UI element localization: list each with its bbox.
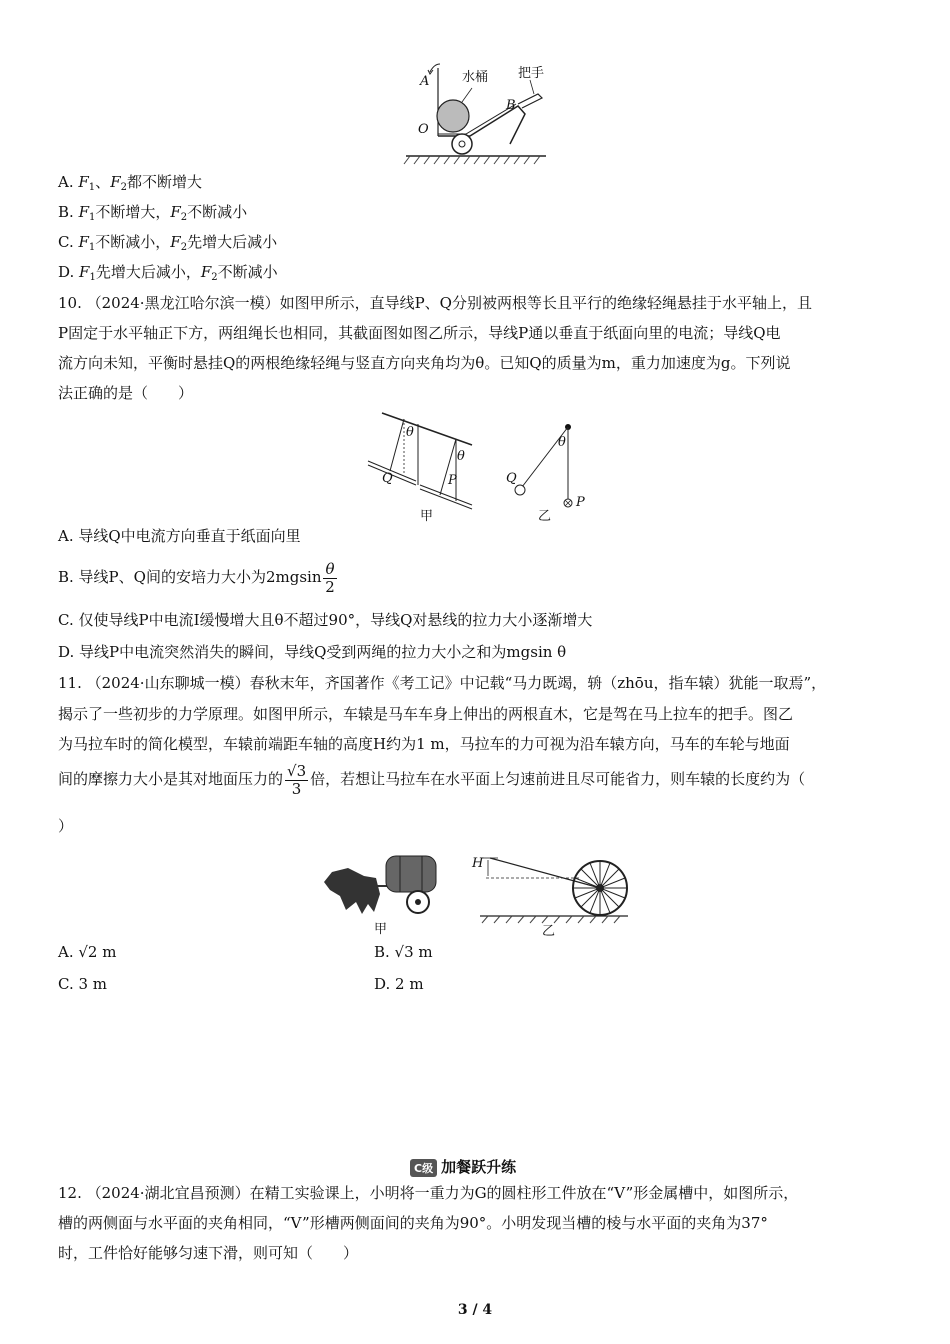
label-O: O xyxy=(418,122,429,137)
label-handle: 把手 xyxy=(518,66,545,81)
q10-label-yi: 乙 xyxy=(538,509,552,524)
q10-theta-1: θ xyxy=(406,425,414,440)
q10-theta-2: θ xyxy=(457,449,465,464)
q11-option-a[interactable]: A. √2 m xyxy=(58,943,117,961)
q11-label-yi: 乙 xyxy=(542,924,556,939)
section-title-text: 加餐跃升练 xyxy=(441,1158,517,1176)
section-badge: C级 xyxy=(410,1159,437,1177)
q11-option-c[interactable]: C. 3 m xyxy=(58,975,108,993)
q10-stem-line-4: 法正确的是（ ） xyxy=(58,384,194,402)
page-number: 3 / 4 xyxy=(457,1302,493,1318)
q10-theta-3: θ xyxy=(558,435,566,450)
q12-stem-line-2: 槽的两侧面与水平面的夹角相同，“V”形槽两侧面间的夹角为90°。小明发现当槽的棱与水平面的夹角为37° xyxy=(58,1214,768,1232)
q9-option-b[interactable]: B. $F_1$不断增大，$F_2$不断减小 xyxy=(58,203,248,223)
label-B: B xyxy=(506,98,516,113)
q11-stem-line-3: 为马拉车时的简化模型，车辕前端距车轴的高度H约为1 m，马拉车的力可视为沿车辕方向，马车的车轮与地面 xyxy=(58,735,790,753)
q9-option-c[interactable]: C. $F_1$不断减小，$F_2$先增大后减小 xyxy=(58,233,278,253)
q10-stem-line-1: 10. （2024·黑龙江哈尔滨一模）如图甲所示，直导线P、Q分别被两根等长且平行的绝缘轻绳悬挂于水平轴上，且 xyxy=(58,294,812,312)
q11-stem-line-2: 揭示了一些初步的力学原理。如图甲所示，车辕是马车车身上伸出的两根直木，它是驾在马上拉车的把手。图乙 xyxy=(58,705,794,723)
q11-label-jia: 甲 xyxy=(374,922,388,937)
q10-label-Q-right: Q xyxy=(506,471,517,486)
q9-option-a[interactable]: A. $F_1$、$F_2$都不断增大 xyxy=(58,173,202,193)
q10-option-c[interactable]: C. 仅使导线P中电流I缓慢增大且θ不超过90°，导线Q对悬线的拉力大小逐渐增大 xyxy=(58,611,593,629)
q12-stem-line-1: 12. （2024·湖北宜昌预测）在精工实验课上，小明将一重力为G的圆柱形工件放在“V”形金属槽中，如图所示， xyxy=(58,1184,799,1202)
q11-stem-line-4: 间的摩擦力大小是其对地面压力的 $\frac{√3}{3}$ 倍，若想让马拉车在水平面上匀速前进且尽可能省力，则车辕的长度约为（ xyxy=(58,761,806,798)
q10-label-P-right: P xyxy=(576,495,585,510)
q10-option-a[interactable]: A. 导线Q中电流方向垂直于纸面向里 xyxy=(58,527,301,545)
q11-figure xyxy=(318,846,638,938)
label-bucket: 水桶 xyxy=(462,70,489,85)
q10-stem-line-2: P固定于水平轴正下方，两组绳长也相同，其截面图如图乙所示，导线P通以垂直于纸面向里的电流；导线Q电 xyxy=(58,324,781,342)
q10-option-b-fraction: $\frac{\theta}{2}$ xyxy=(325,559,335,596)
q12-stem-line-3: 时，工件恰好能够匀速下滑，则可知（ ） xyxy=(58,1244,359,1262)
q11-stem-line-5: ） xyxy=(58,817,74,835)
q10-diagram xyxy=(360,405,600,525)
q11-option-b[interactable]: B. √3 m xyxy=(374,943,433,961)
q11-stem-line-1: 11. （2024·山东聊城一模）春秋末年，齐国著作《考工记》中记载“马力既竭，辀（zhōu，指车辕）犹能一取焉”， xyxy=(58,674,827,692)
q10-figure xyxy=(360,405,600,525)
q11-label-H: H xyxy=(472,856,484,871)
q10-option-d[interactable]: D. 导线P中电流突然消失的瞬间，导线Q受到两绳的拉力大小之和为mgsin θ xyxy=(58,643,567,661)
q10-label-P-left: P xyxy=(448,473,457,488)
section-heading xyxy=(410,1156,516,1177)
q11-option-d[interactable]: D. 2 m xyxy=(374,975,424,993)
q10-option-b[interactable]: B. 导线P、Q间的安培力大小为2mgsin $\frac{\theta}{2}$ xyxy=(58,559,335,596)
q11-fraction: $\frac{√3}{3}$ xyxy=(287,761,307,798)
wheelbarrow-figure xyxy=(400,58,560,170)
q10-label-jia: 甲 xyxy=(420,509,434,524)
q10-label-Q-left: Q xyxy=(382,471,393,486)
label-A: A xyxy=(420,74,430,89)
q9-option-d[interactable]: D. $F_1$先增大后减小，$F_2$不断减小 xyxy=(58,263,278,283)
q10-stem-line-3: 流方向未知，平衡时悬挂Q的两根绝缘轻绳与竖直方向夹角均为θ。已知Q的质量为m，重力加速度为g。下列说 xyxy=(58,354,791,372)
